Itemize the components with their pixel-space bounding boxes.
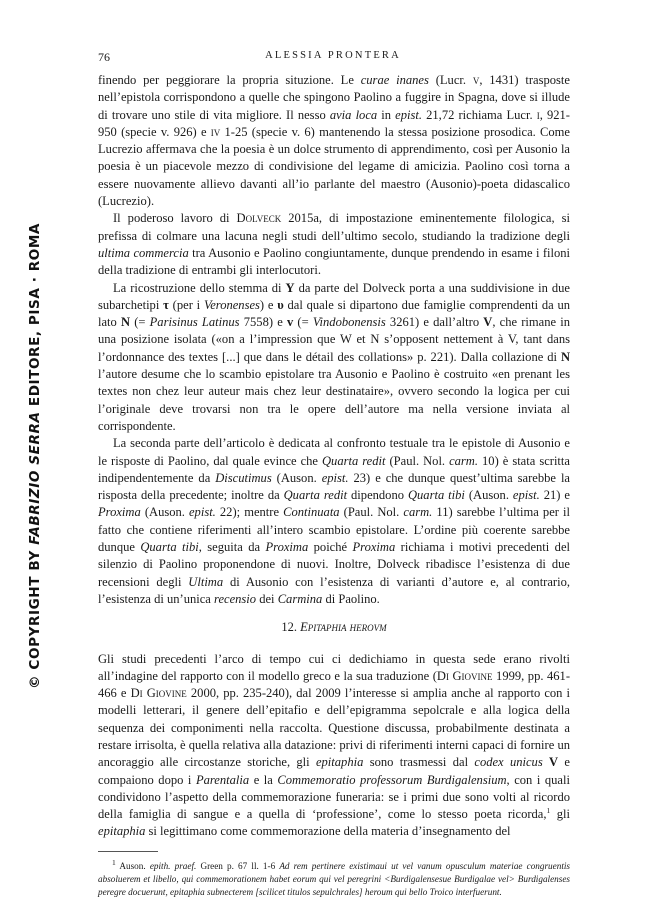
paragraph: Il poderoso lavoro di Dolveck 2015a, di impostazione eminentemente filologica, si prefissa di colmare una lacuna negli studi dell’ultimo secolo, studiando la tradizione degli ultima commercia tra Ausonio e Paolino congiuntamente, dunque prendendo in esame i filoni della tradizione di entrambi gli interlocutori. [98,211,571,278]
section-number: 12. [281,620,297,635]
paragraph: La seconda parte dell’articolo è dedicata al confronto testuale tra le epistole di Ausonio e le risposte di Paolino, dal quale evince che Quarta redit (Paul. Nol. carm. 10) è stata scritta indipendentemente da Discutimus (Auson. epist. 23) e che dunque quest’ultima sarebbe la risposta della precedente; inoltre da Quarta redit dipendono Quarta tibi (Auson. epist. 21) e Proxima (Auson. epist. 22); mentre Continuata (Paul. Nol. carm. 11) sarebbe l’ultima per il fatto che contiene riferimenti all’intero scambio epistolare. L’ordine più coerente sarebbe dunque Quarta tibi, seguita da Proxima poiché Proxima richiama i motivi precedenti del silenzio di Paolino proponendone di nuovi. Inoltre, Dolveck ribadisce l’esistenza di due recensioni degli Ultima di Ausonio con l’esistenza di varianti d’autore e, al contrario, l’esistenza di un’unica recensio dei Carmina di Paolino. [98,436,570,606]
running-head: ALESSIA PRONTERA [265,50,401,61]
article-body [98,72,570,899]
page-header [98,50,568,66]
paragraph: La ricostruzione dello stemma di Y da parte del Dolveck porta a una suddivisione in due subarchetipi τ (per i Veronenses) e υ dal quale si dipartono due famiglie comprendenti da un lato N (= Parisinus Latinus 7558) e v (= Vindobonensis 3261) e dall’altro V, che rimane in una posizione isolata («on a l’impression que W et N s’opposent nettement à V, tant dans l’ordonnance des textes [...] que dans le détail des collations» p. 221). Dalla collazione di N l’autore desume che lo scambio epistolare tra Ausonio e Paolino è costruito «en prenant les textes non chez leur auteur mais chez leur destinataire», ovvero secondo la logica per cui l’originale deve trovarsi non tra le opere dell’autore ma nella versione inviata al corrispondente. [98,280,570,433]
copyright-notice: © COPYRIGHT BY FABRIZIO SERRA EDITORE, PISA · ROMA [27,223,43,689]
copyright-sidebar [23,224,47,688]
section-heading [98,619,570,636]
paragraph: Gli studi precedenti l’arco di tempo cui ci dedichiamo in questa sede erano rivolti all’indagine del rapporto con il modello greco e la sua traduzione (Di Giovine 1999, pp. 461-466 e Di Giovine 2000, pp. 235-240), dal 2009 l’interesse si amplia anche al rapporto con i modelli letterari, il genere dell’epitafio e dell’epigramma sepolcrale e alla logica della sequenza dei componimenti nella raccolta. Questione discussa, probabilmente destinata a restare irrisolta, è quella relativa alla datazione: privi di riferimenti interni capaci di fornire un ancoraggio alle circostanze storiche, gli epitaphia sono trasmessi dal codex unicus V e compaiono dopo i Parentalia e la Commemoratio professorum Burdigalensium, con i quali condividono l’aspetto della commemorazione funeraria: se i primi due sono volti al ricordo della famiglia di sangue e a quella di ‘professione’, come lo stesso poeta ricorda,$^1$ gli epitaphia si legittimano come commemorazione della materia d’insegnamento del [98,651,571,839]
footnote-separator [98,851,158,852]
section-title: Epitaphia herovm [300,620,387,635]
footnote-marker[interactable]: 1 [546,806,551,815]
footnote-number: 1 [112,857,116,867]
footnote: $^1$ Auson. epith. praef. Green p. 67 ll. 1-6 Ad rem pertinere existimaui ut vel vanum opusculum materiae congruentis absoluerem et libello, qui commemorationem habet eorum qui vel peregrini <Burdigalensesue Burdigalae vel> Burdigalenses peregre docuerunt, epitaphia subnecterem [scilicet titulos sepulchrales] heroum qui bello Troico interfuerunt. [98,857,571,897]
paragraph: finendo per peggiorare la propria situzione. Le curae inanes (Lucr. v, 1431) trasposte nell’epistola corrispondono a quelle che spingono Paolino a fuggire in Spagna, dove si illude di trovare uno stile di vita migliore. Il nesso avia loca in epist. 21,72 richiama Lucr. i, 921-950 (specie v. 926) e iv 1-25 (specie v. 6) mantenendo la stessa posizione prosodica. Come Lucrezio affermava che la poesia è un dolce strumento di apprendimento, così per Ausonio la poesia è un piacevole mezzo di condivisione del legame di amicizia. Paolino così torna a essere nuovamente allievo davanti all’io parlante del maestro (Ausonio)-poeta didascalico (Lucrezio). [98,73,570,209]
page-number: 76 [98,50,110,64]
